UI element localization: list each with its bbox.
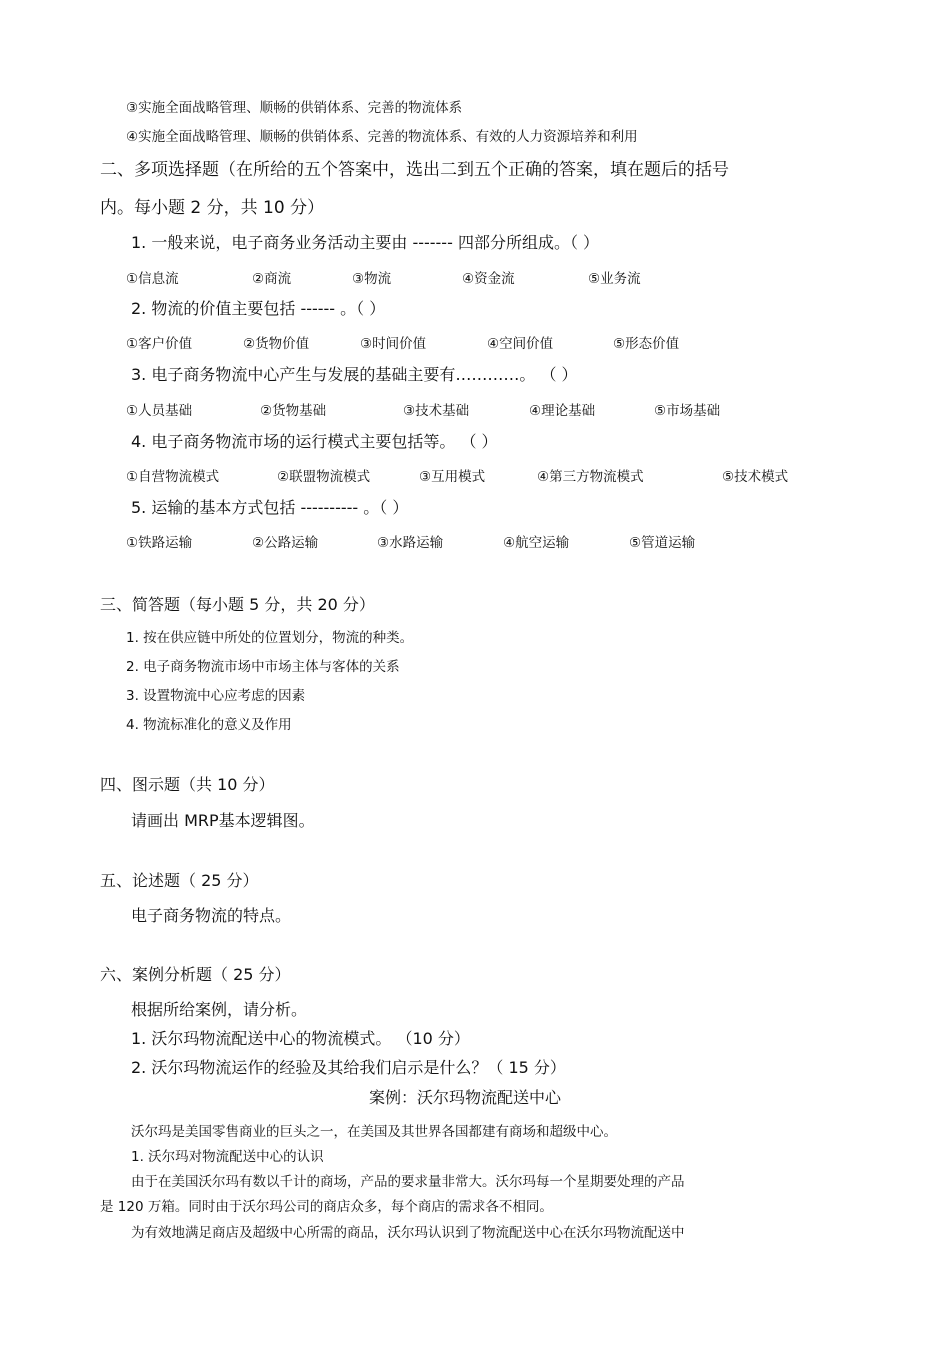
option: ④空间价值 [487, 336, 554, 352]
short-answer-1: 1. 按在供应链中所处的位置划分，物流的种类。 [126, 630, 414, 646]
option: ⑤技术模式 [722, 469, 789, 485]
section5-heading: 五、论述题（ 25 分） [100, 871, 259, 890]
case-subheading-1: 1. 沃尔玛对物流配送中心的认识 [131, 1149, 324, 1165]
section4-body: 请画出 MRP基本逻辑图。 [131, 811, 315, 830]
option: ④第三方物流模式 [537, 469, 644, 485]
option: ④航空运输 [503, 535, 570, 551]
option: ②货物基础 [260, 403, 327, 419]
option: ⑤业务流 [588, 271, 641, 287]
option: ③技术基础 [403, 403, 470, 419]
short-answer-4: 4. 物流标准化的意义及作用 [126, 717, 292, 733]
option: ④资金流 [462, 271, 515, 287]
case-paragraph-2-line1: 由于在美国沃尔玛有数以千计的商场，产品的要求量非常大。沃尔玛每一个星期要处理的产品 [131, 1174, 685, 1190]
option: ②公路运输 [252, 535, 319, 551]
question-3: 3. 电子商务物流中心产生与发展的基础主要有…………。 （ ） [131, 365, 578, 384]
question-5: 5. 运输的基本方式包括 ---------- 。（ ） [131, 498, 409, 517]
option: ④理论基础 [529, 403, 596, 419]
section3-heading: 三、简答题（每小题 5 分，共 20 分） [100, 595, 375, 614]
section4-heading: 四、图示题（共 10 分） [100, 775, 275, 794]
question-2: 2. 物流的价值主要包括 ------ 。（ ） [131, 299, 386, 318]
option: ③时间价值 [360, 336, 427, 352]
option: ①自营物流模式 [126, 469, 220, 485]
option: ①客户价值 [126, 336, 193, 352]
section6-heading: 六、案例分析题（ 25 分） [100, 965, 291, 984]
option: ②联盟物流模式 [277, 469, 371, 485]
question-1: 1. 一般来说，电子商务业务活动主要由 ------- 四部分所组成。（ ） [131, 233, 600, 252]
option: ②商流 [252, 271, 292, 287]
prev-option-4: ④实施全面战略管理、顺畅的供销体系、完善的物流体系、有效的人力资源培养和利用 [126, 129, 638, 145]
case-question-2: 2. 沃尔玛物流运作的经验及其给我们启示是什么？（ 15 分） [131, 1058, 566, 1077]
section2-heading-line1: 二、多项选择题（在所给的五个答案中，选出二到五个正确的答案，填在题后的括号 [100, 160, 729, 180]
option: ①信息流 [126, 271, 179, 287]
option: ⑤管道运输 [629, 535, 696, 551]
case-title: 案例：沃尔玛物流配送中心 [368, 1088, 561, 1107]
option: ②货物价值 [243, 336, 310, 352]
short-answer-2: 2. 电子商务物流市场中市场主体与客体的关系 [126, 659, 400, 675]
short-answer-3: 3. 设置物流中心应考虑的因素 [126, 688, 306, 704]
section2-heading-line2: 内。每小题 2 分，共 10 分） [100, 198, 325, 218]
option: ③互用模式 [419, 469, 486, 485]
case-paragraph-1: 沃尔玛是美国零售商业的巨头之一，在美国及其世界各国都建有商场和超级中心。 [131, 1124, 617, 1140]
case-question-1: 1. 沃尔玛物流配送中心的物流模式。 （10 分） [131, 1029, 470, 1048]
option: ③物流 [352, 271, 392, 287]
option: ⑤市场基础 [654, 403, 721, 419]
option: ①铁路运输 [126, 535, 193, 551]
question-4: 4. 电子商务物流市场的运行模式主要包括等。 （ ） [131, 432, 498, 451]
option: ⑤形态价值 [613, 336, 680, 352]
case-paragraph-3: 为有效地满足商店及超级中心所需的商品，沃尔玛认识到了物流配送中心在沃尔玛物流配送中 [131, 1225, 685, 1241]
option: ③水路运输 [377, 535, 444, 551]
section5-body: 电子商务物流的特点。 [131, 906, 292, 925]
section6-intro: 根据所给案例，请分析。 [131, 1000, 308, 1019]
option: ①人员基础 [126, 403, 193, 419]
prev-option-3: ③实施全面战略管理、顺畅的供销体系、完善的物流体系 [126, 100, 463, 116]
case-paragraph-2-line2: 是 120 万箱。同时由于沃尔玛公司的商店众多，每个商店的需求各不相同。 [100, 1199, 553, 1215]
